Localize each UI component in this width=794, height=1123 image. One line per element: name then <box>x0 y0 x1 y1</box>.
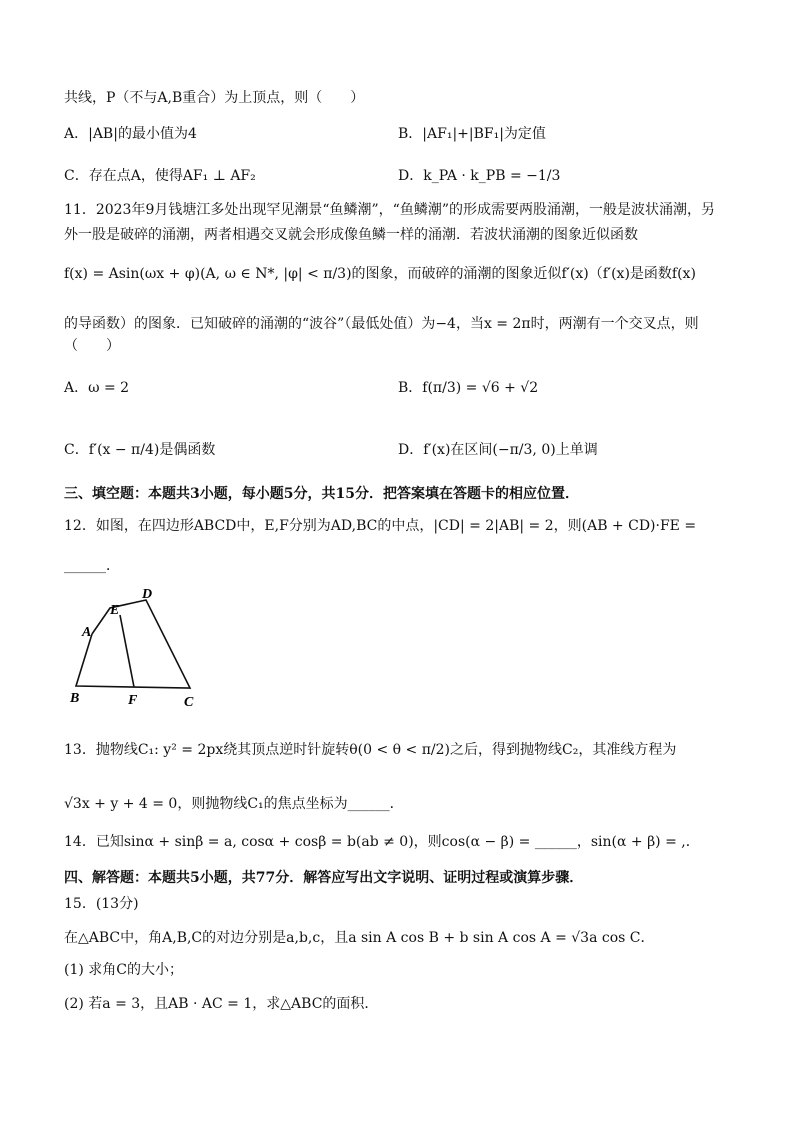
q11-option-c: C．f′(x − π/4)是偶函数 <box>64 442 216 458</box>
label-f: F <box>128 693 138 708</box>
q13-stem-line1: 13．抛物线C₁: y² = 2px绕其顶点逆时针旋转θ(0 < θ < π/2)之后，得到抛物线C₂，其准线方程为 <box>64 742 677 758</box>
label-c: C <box>184 695 194 710</box>
quadrilateral-figure <box>64 582 214 712</box>
q10-option-b: B．|AF₁|+|BF₁|为定值 <box>398 126 546 142</box>
segment-ef <box>120 615 134 687</box>
q15-part1: (1) 求角C的大小； <box>64 962 183 978</box>
q12-stem-line1: 12．如图，在四边形ABCD中，E,F分别为AD,BC的中点，|CD| = 2|AB| = 2，则(AB + CD)·FE = <box>64 518 697 534</box>
q11-stem-line5: （ ） <box>64 338 120 354</box>
label-a: A <box>82 625 92 640</box>
q10-option-a: A．|AB|的最小值为4 <box>64 126 197 142</box>
q10-continuation: 共线，P（不与A,B重合）为上顶点，则（ ） <box>64 90 365 106</box>
q11-option-b: B．f(π/3) = √6 + √2 <box>398 380 539 396</box>
q15-part2: (2) 若a = 3，且AB · AC = 1，求△ABC的面积． <box>64 996 379 1012</box>
q10-option-d: D．k_PA · k_PB = −1/3 <box>398 168 561 184</box>
section-4-heading: 四、解答题：本题共5小题，共77分．解答应写出文字说明、证明过程或演算步骤． <box>64 870 584 886</box>
label-d: D <box>142 587 153 602</box>
q14-stem: 14．已知sinα + sinβ = a, cosα + cosβ = b(ab ≠ 0)，则cos(α − β) = ______，sin(α + β) = ,． <box>64 834 700 850</box>
q11-stem-line2: 外一股是破碎的涌潮，两者相遇交叉就会形成像鱼鳞一样的涌潮．若波状涌潮的图象近似函数 <box>64 227 638 243</box>
q15-stem: 在△ABC中，角A,B,C的对边分别是a,b,c，且a sin A cos B + b sin A cos A = √3a cos C． <box>64 930 655 946</box>
q11-option-a: A．ω = 2 <box>64 380 130 396</box>
q12-answer-blank: ______． <box>64 558 120 574</box>
q11-stem-line3: f(x) = Asin(ωx + φ)(A, ω ∈ N*, |φ| < π/3)的图象，而破碎的涌潮的图象近似f′(x)（f′(x)是函数f(x) <box>64 266 696 282</box>
section-3-heading: 三、填空题：本题共3小题，每小题5分，共15分．把答案填在答题卡的相应位置． <box>64 486 579 502</box>
q10-option-c: C．存在点A，使得AF₁ ⊥ AF₂ <box>64 168 256 184</box>
label-b: B <box>70 691 80 706</box>
q11-option-d: D．f′(x)在区间(−π/3, 0)上单调 <box>398 442 598 458</box>
q15-header: 15．(13分) <box>64 896 139 912</box>
label-e: E <box>110 603 120 618</box>
quadrilateral-abcd <box>76 600 190 688</box>
q11-stem-line1: 11．2023年9月钱塘江多处出现罕见潮景“鱼鳞潮”，“鱼鳞潮”的形成需要两股涌潮，一般是波状涌潮，另 <box>64 202 715 218</box>
q13-stem-line2: √3x + y + 4 = 0，则抛物线C₁的焦点坐标为______． <box>64 796 404 812</box>
q11-stem-line4: 的导函数）的图象．已知破碎的涌潮的“波谷”（最低处值）为−4，当x = 2π时，两潮有一个交叉点，则 <box>64 316 699 332</box>
